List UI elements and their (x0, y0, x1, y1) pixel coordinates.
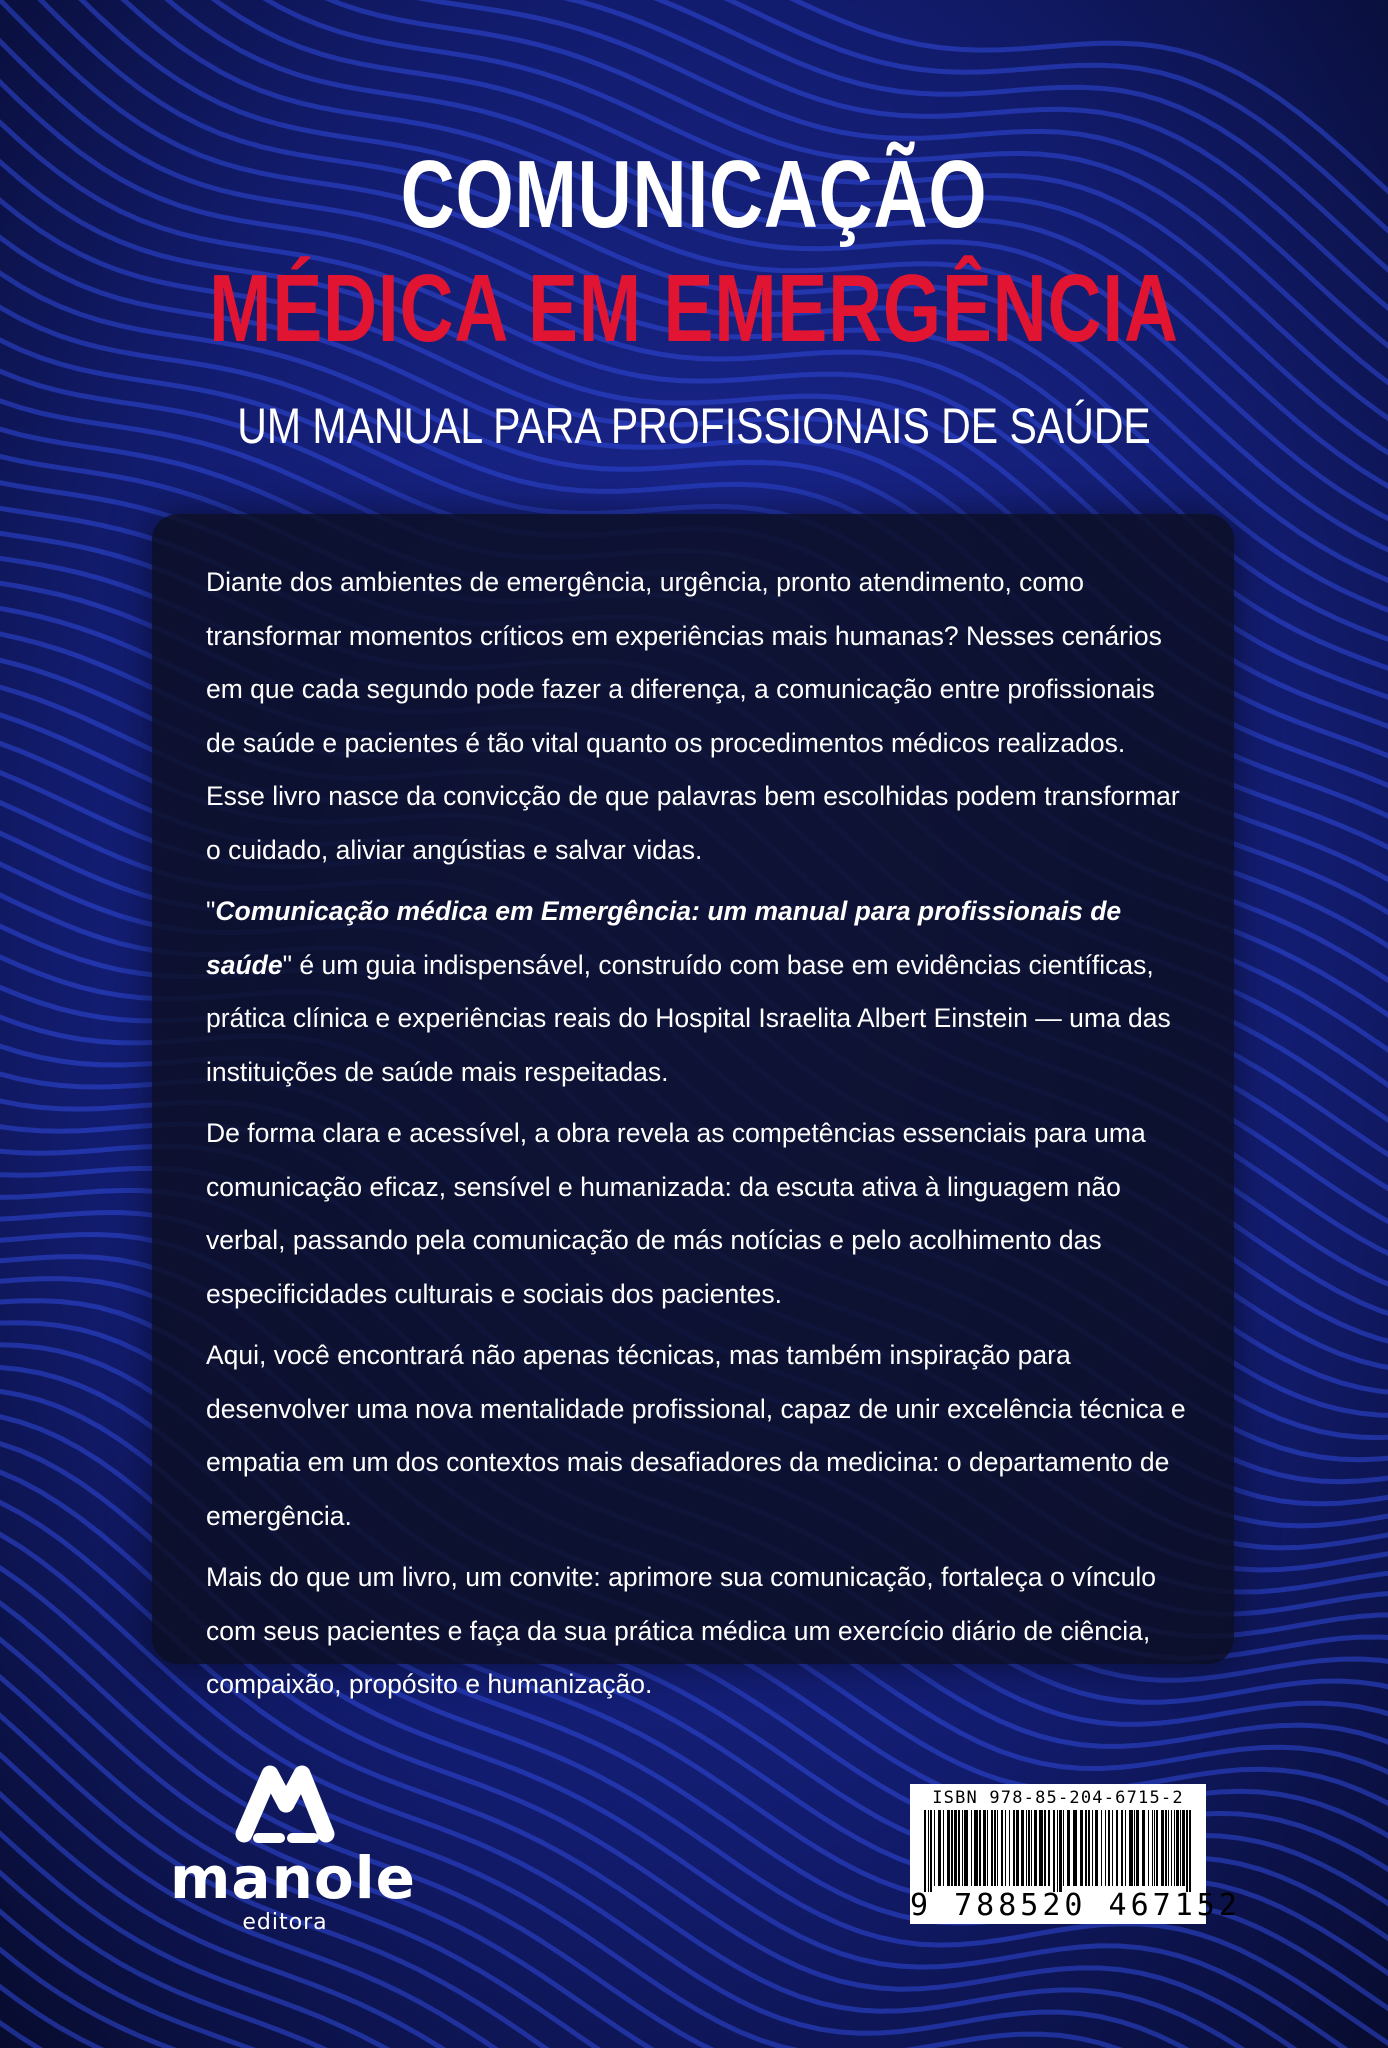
blurb-text (206, 556, 1186, 1720)
barcode-digits: 9 788520 467152 (910, 1888, 1241, 1923)
barcode-bars (924, 1810, 1192, 1892)
blurb-paragraph-2 (206, 885, 1186, 1099)
title-line-1: COMUNICAÇÃO (400, 141, 988, 248)
blurb-paragraph-4: Aqui, você encontrará não apenas técnicas, mas também inspiração para desenvolver uma nova mentalidade profissional, capaz de unir excelência técnica e empatia em um dos contextos mais desafiadores da medicina: o departamento de emergência. (206, 1340, 1186, 1531)
open-quote: " (206, 896, 216, 926)
manole-m-logo-icon (230, 1752, 340, 1848)
blurb-paragraph-5: Mais do que um livro, um convite: aprimore sua comunicação, fortaleça o vínculo com seus pacientes e faça da sua prática médica um exercício diário de ciência, compaixão, propósito e humanização. (206, 1562, 1157, 1699)
blurb-paragraph-2-rest: " é um guia indispensável, construído com base em evidências científicas, prática clínica e experiências reais do Hospital Israelita Albert Einstein — uma das instituições de saúde mais respeitadas. (206, 949, 1171, 1087)
publisher-logo (170, 1752, 416, 1935)
blurb-paragraph-1: Diante dos ambientes de emergência, urgência, pronto atendimento, como transformar momentos críticos em experiências mais humanas? Nesses cenários em que cada segundo pode fazer a diferença, a comunicação entre profissionais de saúde e pacientes é tão vital quanto os procedimentos médicos realizados. Esse livro nasce da convicção de que palavras bem escolhidas podem transformar o cuidado, aliviar angústias e salvar vidas. (206, 567, 1180, 865)
title-line-2: MÉDICA EM EMERGÊNCIA (209, 255, 1179, 362)
publisher-subtitle: editora (242, 1910, 328, 1935)
isbn-label: ISBN 978-85-204-6715-2 (932, 1788, 1184, 1808)
subtitle: UM MANUAL PARA PROFISSIONAIS DE SAÚDE (237, 398, 1151, 454)
book-title-inline: Comunicação médica em Emergência: um manual para profissionais de saúde (206, 896, 1122, 980)
publisher-name: manole (170, 1844, 416, 1912)
isbn-barcode (910, 1784, 1241, 1924)
blurb-paragraph-3: De forma clara e acessível, a obra revela as competências essenciais para uma comunicação eficaz, sensível e humanizada: da escuta ativa à linguagem não verbal, passando pela comunicação de más notícias e pelo acolhimento das especificidades culturais e sociais dos pacientes. (206, 1118, 1146, 1309)
